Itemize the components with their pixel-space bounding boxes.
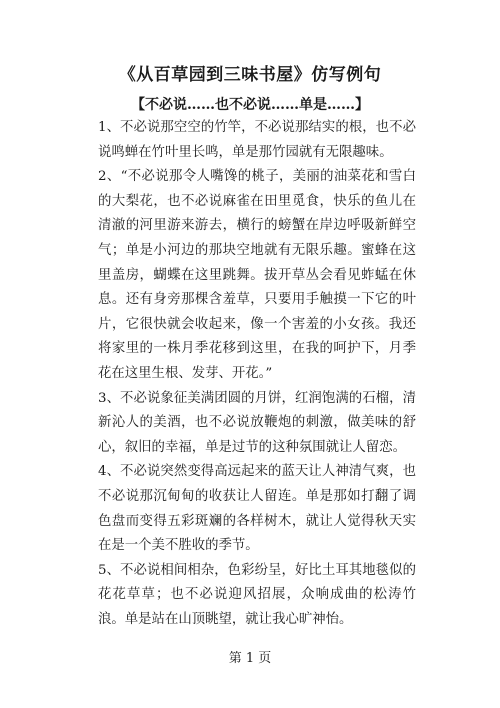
document-body bbox=[98, 116, 416, 632]
paragraph-4: 4、不必说突然变得高远起来的蓝天让人神清气爽，也不必说那沉甸甸的收获让人留连。单是那如打翻了调色盘而变得五彩斑斓的各样树木，就让人觉得秋天实在是一个美不胜收的季节。 bbox=[98, 464, 416, 554]
paragraph-1: 1、不必说那空空的竹竿，不必说那结实的根，也不必说鸣蝉在竹叶里长鸣，单是那竹园就有无限趣味。 bbox=[98, 120, 416, 160]
document-title: 《从百草园到三味书屋》仿写例句 bbox=[118, 65, 382, 85]
paragraph-2: 2、“不必说那令人嘴馋的桃子，美丽的油菜花和雪白的大梨花，也不必说麻雀在田里觅食，快乐的鱼儿在清澈的河里游来游去，横行的螃蟹在岸边呼吸新鲜空气；单是小河边的那块空地就有无限乐趣。蜜蜂在这里盖房，蝴蝶在这里跳舞。拔开草丛会看见蚱蜢在休息。还有身旁那棵含羞草，只要用手触摸一下它的叶片，它很快就会收起来，像一个害羞的小女孩。我还将家里的一株月季花移到这里，在我的呵护下，月季花在这里生根、发芽、开花。” bbox=[98, 169, 416, 381]
paragraph-3: 3、不必说象征美满团圆的月饼，红润饱满的石榴，清新沁人的美酒，也不必说放鞭炮的刺激，做美味的舒心，叙旧的幸福，单是过节的这种氛围就让人留恋。 bbox=[98, 390, 416, 455]
document-subtitle: 【不必说……也不必说……单是……】 bbox=[131, 97, 369, 113]
paragraph-5: 5、不必说相间相杂，色彩纷呈，好比土耳其地毯似的花花草草；也不必说迎风招展，众响成曲的松涛竹浪。单是站在山顶眺望，就让我心旷神怡。 bbox=[98, 562, 416, 627]
page-number: 第 1 页 bbox=[228, 651, 272, 666]
